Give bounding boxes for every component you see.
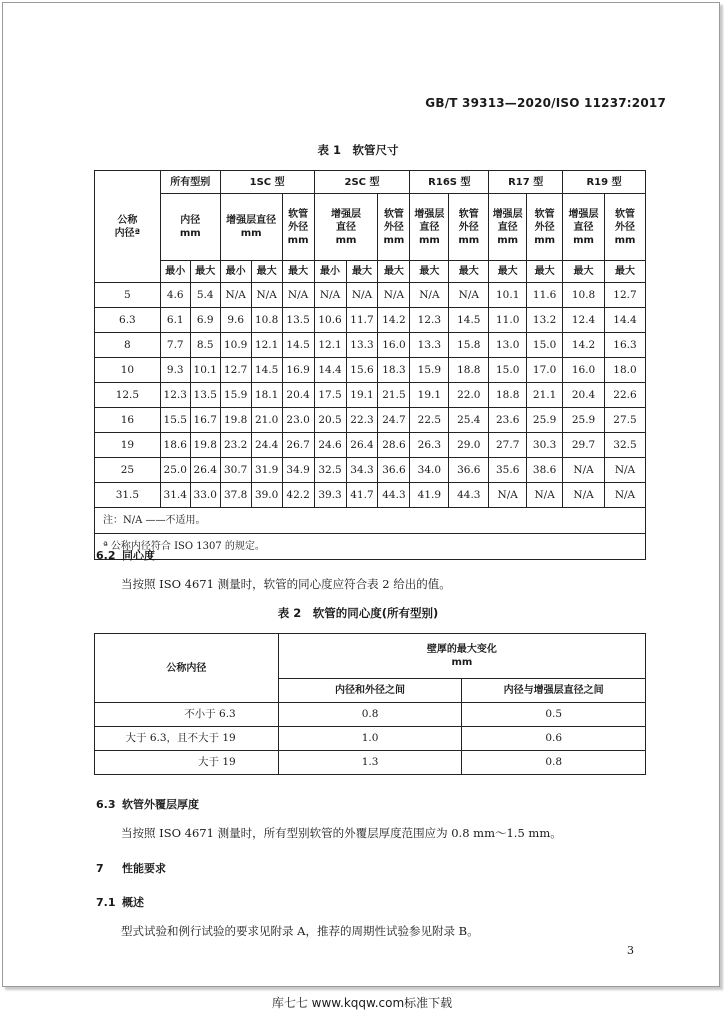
group-2sc: 2SC 型 — [314, 171, 410, 194]
dimension-cell: 12.1 — [314, 333, 346, 358]
nominal-bore-cell: 16 — [95, 408, 161, 433]
dimension-cell: 12.1 — [251, 333, 282, 358]
dimension-cell: 37.8 — [220, 483, 251, 508]
dimension-cell: 20.4 — [563, 383, 605, 408]
dimension-cell: 44.3 — [449, 483, 489, 508]
dimension-cell: 17.0 — [527, 358, 563, 383]
dimension-cell: N/A — [346, 283, 378, 308]
dimension-cell: 22.5 — [410, 408, 449, 433]
wall-variation-cell: 0.5 — [462, 703, 646, 727]
concentricity-table — [94, 633, 646, 775]
min-max-label: 最小 — [160, 261, 190, 283]
min-max-label: 最小 — [220, 261, 251, 283]
dimension-cell: 10.8 — [563, 283, 605, 308]
dimension-cell: 16.3 — [604, 333, 645, 358]
dimension-cell: 15.8 — [449, 333, 489, 358]
nominal-bore-cell: 25 — [95, 458, 161, 483]
inner-reinforcement-column-header: 内径与增强层直径之间 — [462, 679, 646, 703]
dimension-cell: N/A — [378, 283, 410, 308]
dimension-cell: 13.2 — [527, 308, 563, 333]
dimension-cell: 17.5 — [314, 383, 346, 408]
nominal-bore-cell: 12.5 — [95, 383, 161, 408]
table-row — [95, 727, 646, 751]
table-row — [95, 408, 646, 433]
dimension-cell: 23.0 — [282, 408, 314, 433]
section-6-3-text: 当按照 ISO 4671 测量时，所有型别软管的外覆层厚度范围应为 0.8 mm～1.5 mm。 — [121, 826, 562, 840]
outside-diameter-header-2sc: 软管 外径 mm — [378, 194, 410, 261]
min-max-label: 最小 — [314, 261, 346, 283]
dimension-cell: 27.7 — [489, 433, 527, 458]
nominal-bore-header: 公称 内径ª — [95, 171, 161, 283]
dimension-cell: 25.9 — [563, 408, 605, 433]
outside-diameter-header-1sc: 软管 外径 mm — [282, 194, 314, 261]
dimension-cell: 25.0 — [160, 458, 190, 483]
dimension-cell: 18.8 — [449, 358, 489, 383]
dimension-cell: 31.9 — [251, 458, 282, 483]
section-number: 6.3 — [96, 798, 116, 811]
dimension-cell: 15.6 — [346, 358, 378, 383]
max-wall-variation-header: 壁厚的最大变化 mm — [278, 634, 645, 679]
dimension-cell: N/A — [489, 483, 527, 508]
dimension-cell: 29.7 — [563, 433, 605, 458]
dimension-cell: 6.9 — [190, 308, 220, 333]
section-7-1-text: 型式试验和例行试验的要求见附录 A，推荐的周期性试验参见附录 B。 — [121, 924, 479, 938]
section-6-2-heading — [96, 547, 155, 563]
section-title: 概述 — [122, 896, 144, 909]
dimension-cell: 18.8 — [489, 383, 527, 408]
reinforcement-diameter-header-1sc: 增强层直径 mm — [220, 194, 282, 261]
dimension-cell: N/A — [449, 283, 489, 308]
dimension-cell: 5.4 — [190, 283, 220, 308]
table-row — [95, 433, 646, 458]
nominal-bore-cell: 5 — [95, 283, 161, 308]
min-max-label: 最大 — [604, 261, 645, 283]
dimension-cell: N/A — [220, 283, 251, 308]
hose-dimensions-table — [94, 170, 646, 560]
dimension-cell: 31.4 — [160, 483, 190, 508]
dimension-cell: 22.3 — [346, 408, 378, 433]
dimension-cell: 11.6 — [527, 283, 563, 308]
dimension-cell: 9.6 — [220, 308, 251, 333]
dimension-cell: 27.5 — [604, 408, 645, 433]
dimension-cell: 26.4 — [346, 433, 378, 458]
dimension-cell: 39.3 — [314, 483, 346, 508]
dimension-cell: 12.3 — [160, 383, 190, 408]
dimension-cell: 18.0 — [604, 358, 645, 383]
nominal-bore-cell: 8 — [95, 333, 161, 358]
nominal-bore-column-header: 公称内径 — [95, 634, 279, 703]
group-r17: R17 型 — [489, 171, 563, 194]
section-7-heading — [96, 860, 166, 876]
inner-outer-column-header: 内径和外径之间 — [278, 679, 462, 703]
min-max-label: 最大 — [378, 261, 410, 283]
dimension-cell: 34.0 — [410, 458, 449, 483]
dimension-cell: 14.5 — [251, 358, 282, 383]
dimension-cell: 15.0 — [489, 358, 527, 383]
dimension-cell: 23.2 — [220, 433, 251, 458]
table-row — [95, 383, 646, 408]
dimension-cell: 20.4 — [282, 383, 314, 408]
section-title: 性能要求 — [122, 862, 166, 875]
section-6-2-text: 当按照 ISO 4671 测量时，软管的同心度应符合表 2 给出的值。 — [121, 577, 451, 591]
dimension-cell: 10.9 — [220, 333, 251, 358]
table-row — [95, 458, 646, 483]
dimension-cell: 32.5 — [604, 433, 645, 458]
dimension-cell: 13.3 — [410, 333, 449, 358]
dimension-cell: 36.6 — [378, 458, 410, 483]
dimension-cell: 14.5 — [282, 333, 314, 358]
dimension-cell: N/A — [563, 483, 605, 508]
dimension-cell: 9.3 — [160, 358, 190, 383]
outside-diameter-header-r19: 软管 外径 mm — [604, 194, 645, 261]
group-r19: R19 型 — [563, 171, 646, 194]
dimension-cell: 42.2 — [282, 483, 314, 508]
dimension-cell: 26.7 — [282, 433, 314, 458]
dimension-cell: 19.8 — [220, 408, 251, 433]
footer-watermark: 库七七 www.kqqw.com标准下载 — [271, 996, 453, 1010]
dimension-cell: N/A — [251, 283, 282, 308]
dimension-cell: 16.0 — [378, 333, 410, 358]
dimension-cell: 21.0 — [251, 408, 282, 433]
wall-variation-cell: 0.8 — [278, 703, 462, 727]
standard-number: GB/T 39313—2020/ISO 11237:2017 — [425, 96, 666, 110]
dimension-cell: 13.3 — [346, 333, 378, 358]
table-row — [95, 751, 646, 775]
dimension-cell: N/A — [563, 458, 605, 483]
min-max-label: 最大 — [346, 261, 378, 283]
inner-diameter-header: 内径 mm — [160, 194, 220, 261]
dimension-cell: 41.9 — [410, 483, 449, 508]
nominal-bore-cell: 31.5 — [95, 483, 161, 508]
dimension-cell: 26.3 — [410, 433, 449, 458]
dimension-cell: 16.0 — [563, 358, 605, 383]
dimension-cell: 26.4 — [190, 458, 220, 483]
dimension-cell: 10.8 — [251, 308, 282, 333]
reinforcement-diameter-header-r19: 增强层 直径 mm — [563, 194, 605, 261]
dimension-cell: 25.4 — [449, 408, 489, 433]
wall-variation-cell: 0.8 — [462, 751, 646, 775]
dimension-cell: 34.3 — [346, 458, 378, 483]
dimension-cell: 41.7 — [346, 483, 378, 508]
dimension-cell: N/A — [604, 458, 645, 483]
dimension-cell: N/A — [314, 283, 346, 308]
nominal-bore-cell: 10 — [95, 358, 161, 383]
table2-caption: 表 2 软管的同心度(所有型别) — [277, 606, 439, 620]
dimension-cell: 14.4 — [604, 308, 645, 333]
dimension-cell: 24.6 — [314, 433, 346, 458]
dimension-cell: 13.0 — [489, 333, 527, 358]
dimension-cell: 24.7 — [378, 408, 410, 433]
section-title: 软管外覆层厚度 — [122, 798, 199, 811]
group-all-types: 所有型别 — [160, 171, 220, 194]
dimension-cell: 12.7 — [220, 358, 251, 383]
dimension-cell: 32.5 — [314, 458, 346, 483]
dimension-cell: N/A — [604, 483, 645, 508]
dimension-cell: 29.0 — [449, 433, 489, 458]
dimension-cell: 38.6 — [527, 458, 563, 483]
table-row — [95, 358, 646, 383]
dimension-cell: 7.7 — [160, 333, 190, 358]
dimension-cell: 10.1 — [190, 358, 220, 383]
dimension-cell: 24.4 — [251, 433, 282, 458]
dimension-cell: 14.2 — [563, 333, 605, 358]
dimension-cell: 34.9 — [282, 458, 314, 483]
dimension-cell: 23.6 — [489, 408, 527, 433]
dimension-cell: N/A — [527, 483, 563, 508]
nominal-bore-cell: 19 — [95, 433, 161, 458]
dimension-cell: 15.9 — [220, 383, 251, 408]
reinforcement-diameter-header-2sc: 增强层 直径 mm — [314, 194, 378, 261]
section-number: 6.2 — [96, 549, 116, 562]
table1-note: 注：N/A ——不适用。 — [95, 508, 646, 534]
nominal-bore-range-cell: 大于 19 — [95, 751, 279, 775]
dimension-cell: 44.3 — [378, 483, 410, 508]
dimension-cell: 11.7 — [346, 308, 378, 333]
wall-variation-cell: 0.6 — [462, 727, 646, 751]
dimension-cell: 36.6 — [449, 458, 489, 483]
dimension-cell: 11.0 — [489, 308, 527, 333]
dimension-cell: 16.7 — [190, 408, 220, 433]
dimension-cell: 33.0 — [190, 483, 220, 508]
group-1sc: 1SC 型 — [220, 171, 314, 194]
dimension-cell: 6.1 — [160, 308, 190, 333]
dimension-cell: 16.9 — [282, 358, 314, 383]
dimension-cell: N/A — [410, 283, 449, 308]
table1-footnote: ª 公称内径符合 ISO 1307 的规定。 — [95, 534, 646, 560]
reinforcement-diameter-header-r16s: 增强层 直径 mm — [410, 194, 449, 261]
dimension-cell: 18.1 — [251, 383, 282, 408]
nominal-bore-cell: 6.3 — [95, 308, 161, 333]
dimension-cell: 25.9 — [527, 408, 563, 433]
dimension-cell: 30.7 — [220, 458, 251, 483]
outside-diameter-header-r16s: 软管 外径 mm — [449, 194, 489, 261]
dimension-cell: 12.4 — [563, 308, 605, 333]
dimension-cell: 18.6 — [160, 433, 190, 458]
section-number: 7.1 — [96, 896, 116, 909]
dimension-cell: 22.6 — [604, 383, 645, 408]
dimension-cell: 4.6 — [160, 283, 190, 308]
min-max-label: 最大 — [449, 261, 489, 283]
min-max-label: 最大 — [489, 261, 527, 283]
dimension-cell: 8.5 — [190, 333, 220, 358]
nominal-bore-range-cell: 大于 6.3，且不大于 19 — [95, 727, 279, 751]
page-number: 3 — [627, 944, 634, 957]
wall-variation-cell: 1.3 — [278, 751, 462, 775]
min-max-label: 最大 — [190, 261, 220, 283]
dimension-cell: 21.1 — [527, 383, 563, 408]
dimension-cell: 14.5 — [449, 308, 489, 333]
section-number: 7 — [96, 862, 104, 875]
dimension-cell: 14.2 — [378, 308, 410, 333]
min-max-label: 最大 — [410, 261, 449, 283]
dimension-cell: 12.7 — [604, 283, 645, 308]
dimension-cell: 19.8 — [190, 433, 220, 458]
dimension-cell: 22.0 — [449, 383, 489, 408]
table-row — [95, 283, 646, 308]
table-row — [95, 333, 646, 358]
dimension-cell: 35.6 — [489, 458, 527, 483]
dimension-cell: 28.6 — [378, 433, 410, 458]
dimension-cell: 21.5 — [378, 383, 410, 408]
dimension-cell: 19.1 — [346, 383, 378, 408]
table2-body — [95, 703, 646, 775]
dimension-cell: 39.0 — [251, 483, 282, 508]
section-title: 同心度 — [122, 549, 155, 562]
dimension-cell: 15.9 — [410, 358, 449, 383]
outside-diameter-header-r17: 软管 外径 mm — [527, 194, 563, 261]
table-row — [95, 483, 646, 508]
min-max-label: 最大 — [282, 261, 314, 283]
dimension-cell: 10.1 — [489, 283, 527, 308]
dimension-cell: 14.4 — [314, 358, 346, 383]
nominal-bore-range-cell: 不小于 6.3 — [95, 703, 279, 727]
min-max-label: 最大 — [527, 261, 563, 283]
table-row — [95, 703, 646, 727]
dimension-cell: 10.6 — [314, 308, 346, 333]
table1-body — [95, 283, 646, 508]
dimension-cell: 30.3 — [527, 433, 563, 458]
dimension-cell: N/A — [282, 283, 314, 308]
table-row — [95, 308, 646, 333]
dimension-cell: 13.5 — [190, 383, 220, 408]
wall-variation-cell: 1.0 — [278, 727, 462, 751]
section-7-1-heading — [96, 894, 144, 910]
dimension-cell: 12.3 — [410, 308, 449, 333]
dimension-cell: 18.3 — [378, 358, 410, 383]
dimension-cell: 15.0 — [527, 333, 563, 358]
dimension-cell: 13.5 — [282, 308, 314, 333]
dimension-cell: 15.5 — [160, 408, 190, 433]
min-max-label: 最大 — [563, 261, 605, 283]
group-r16s: R16S 型 — [410, 171, 489, 194]
section-6-3-heading — [96, 796, 199, 812]
dimension-cell: 20.5 — [314, 408, 346, 433]
reinforcement-diameter-header-r17: 增强层 直径 mm — [489, 194, 527, 261]
min-max-label: 最大 — [251, 261, 282, 283]
table1-caption: 表 1 软管尺寸 — [317, 143, 399, 157]
dimension-cell: 19.1 — [410, 383, 449, 408]
